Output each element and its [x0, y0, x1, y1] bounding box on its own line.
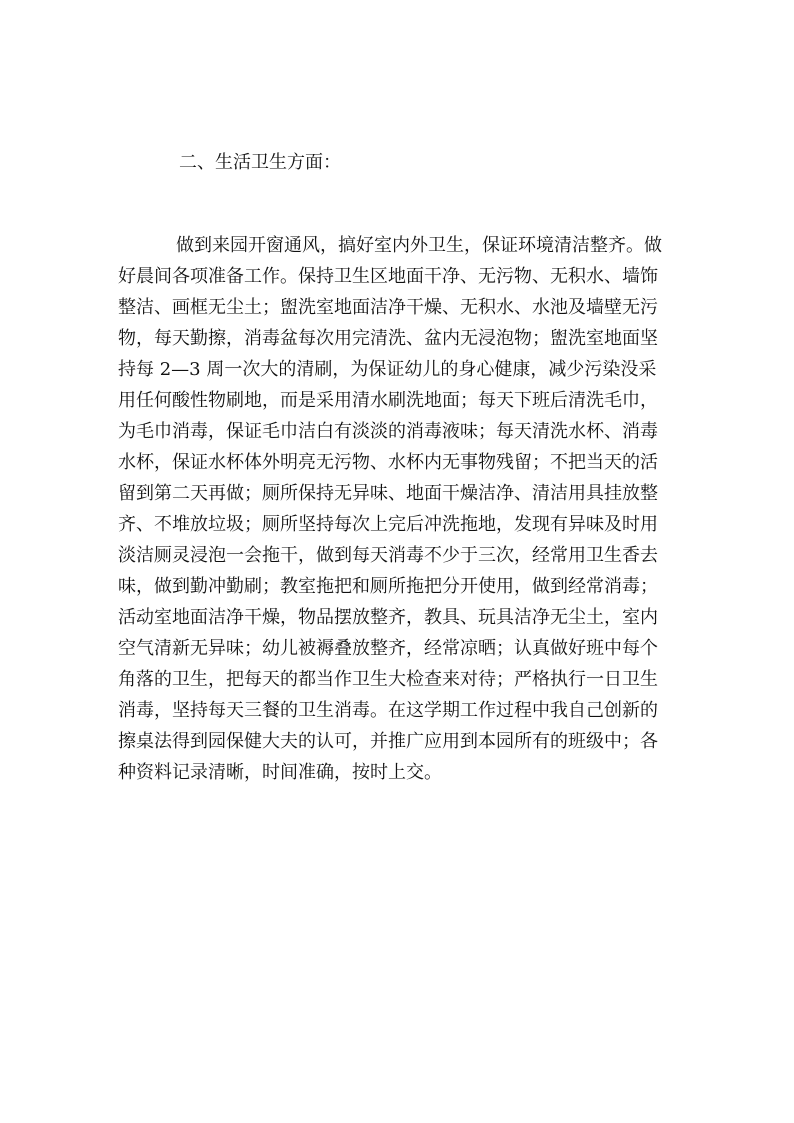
- paragraph-line: 物，每天勤擦，消毒盆每次用完清洗、盆内无浸泡物；盥洗室地面坚: [118, 328, 658, 349]
- paragraph-line: 做到来园开窗通风，搞好室内外卫生，保证环境清洁整齐。做: [176, 235, 662, 256]
- paragraph-line: 持每 2—3 周一次大的清刷，为保证幼儿的身心健康，减少污染没采: [118, 359, 657, 380]
- paragraph-line: 种资料记录清晰，时间准确，按时上交。: [118, 762, 442, 783]
- section-paragraph: [118, 230, 682, 788]
- paragraph-line: 用任何酸性物刷地，而是采用清水刷洗地面；每天下班后清洗毛巾，: [118, 390, 658, 411]
- paragraph-line: 擦桌法得到园保健大夫的认可，并推广应用到本园所有的班级中；各: [118, 731, 658, 752]
- paragraph-line: 水杯，保证水杯体外明亮无污物、水杯内无事物残留；不把当天的活: [118, 452, 658, 473]
- paragraph-line: 空气清新无异味；幼儿被褥叠放整齐，经常凉晒；认真做好班中每个: [118, 638, 658, 659]
- paragraph-line: 淡洁厕灵浸泡一会拖干，做到每天消毒不少于三次，经常用卫生香去: [118, 545, 658, 566]
- paragraph-line: 好晨间各项准备工作。保持卫生区地面干净、无污物、无积水、墙饰: [118, 266, 658, 287]
- section-heading: 二、生活卫生方面：: [179, 152, 341, 173]
- paragraph-line: 为毛巾消毒，保证毛巾洁白有淡淡的消毒液味；每天清洗水杯、消毒: [118, 421, 658, 442]
- paragraph-line: 味，做到勤冲勤刷；教室拖把和厕所拖把分开使用，做到经常消毒；: [118, 576, 658, 597]
- paragraph-line: 留到第二天再做；厕所保持无异味、地面干燥洁净、清洁用具挂放整: [118, 483, 658, 504]
- paragraph-line: 齐、不堆放垃圾；厕所坚持每次上完后冲洗拖地，发现有异味及时用: [118, 514, 658, 535]
- paragraph-line: 活动室地面洁净干燥，物品摆放整齐，教具、玩具洁净无尘土，室内: [118, 607, 658, 628]
- paragraph-line: 整洁、画框无尘土；盥洗室地面洁净干燥、无积水、水池及墙壁无污: [118, 297, 658, 318]
- paragraph-line: 角落的卫生，把每天的都当作卫生大检查来对待；严格执行一日卫生: [118, 669, 658, 690]
- paragraph-line: 消毒，坚持每天三餐的卫生消毒。在这学期工作过程中我自己创新的: [118, 700, 658, 721]
